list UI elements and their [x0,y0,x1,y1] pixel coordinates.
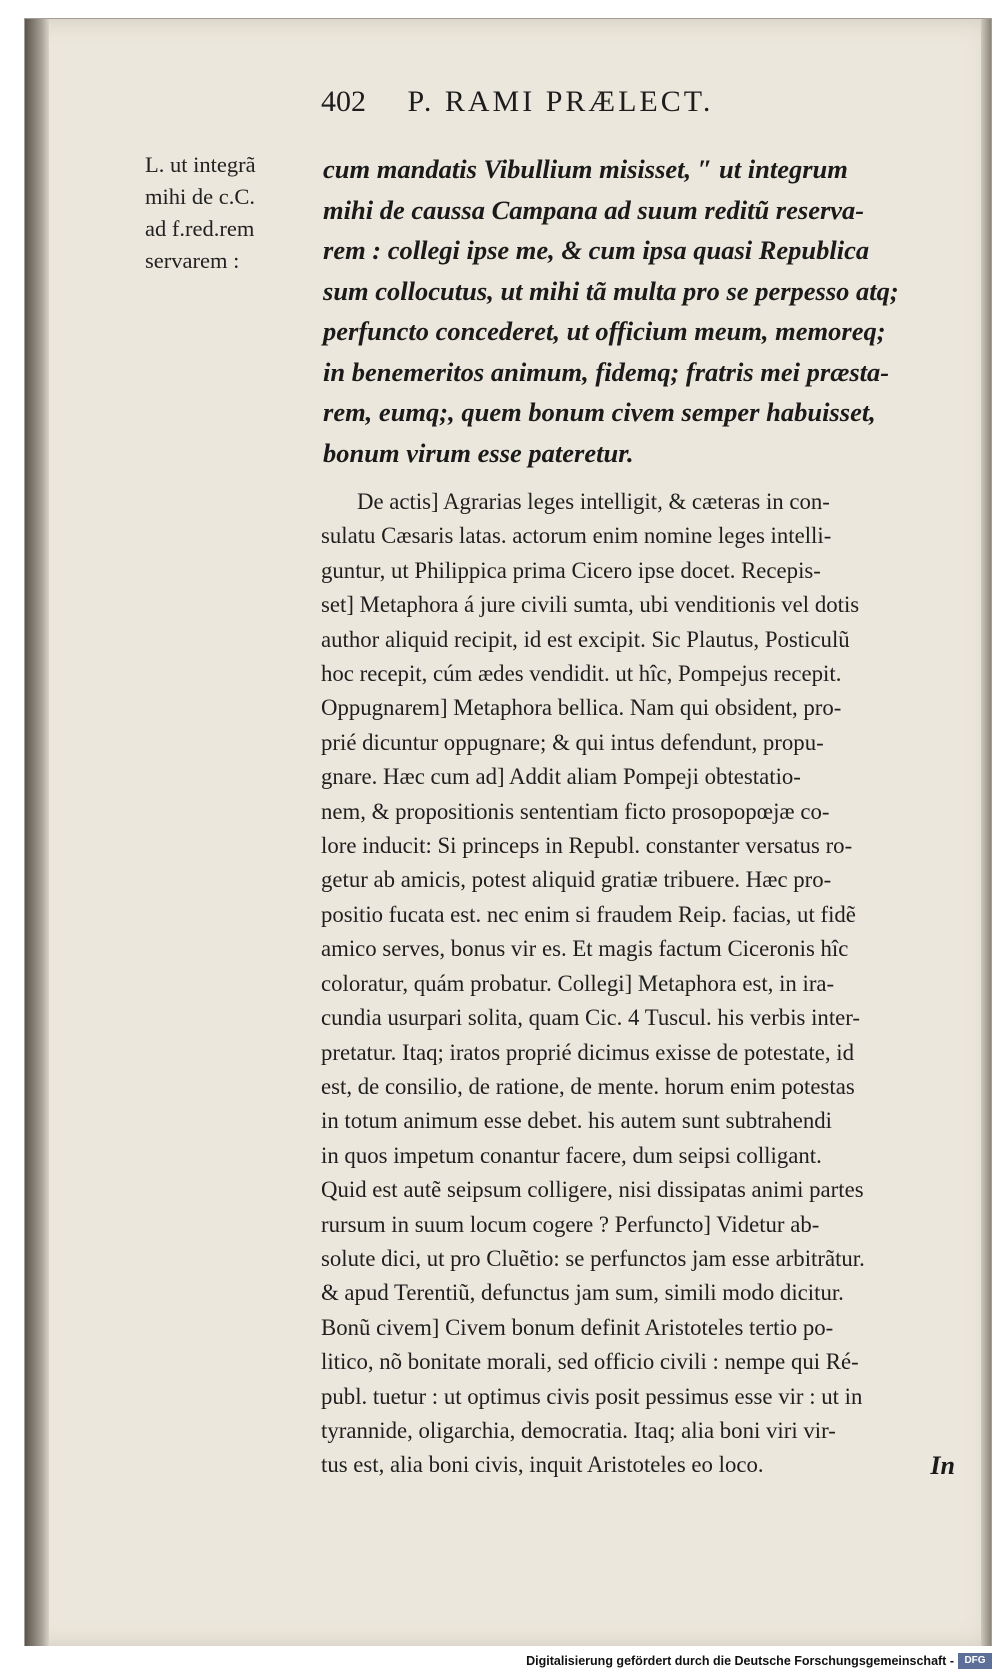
commentary-line: in totum animum esse debet. his autem sunt subtrahendi [321,1108,832,1134]
commentary-line: Bonũ civem] Civem bonum definit Aristoteles tertio po- [321,1314,834,1340]
quote-line: cum mandatis Vibullium misisset, ″ ut integrum [323,154,848,184]
dfg-logo-icon: DFG [958,1653,992,1669]
commentary-line: prié dicuntur oppugnare; & qui intus defendunt, propu- [321,729,824,755]
quote-line: mihi de caussa Campana ad suum reditũ reserva- [323,194,865,225]
commentary-line: coloratur, quám probatur. Collegi] Metaphora est, in ira- [321,970,835,996]
commentary-line: guntur, ut Philippica prima Cicero ipse docet. Recepis- [321,557,821,583]
commentary-line: amico serves, bonus vir es. Et magis factum Ciceronis hîc [321,936,849,962]
running-title: P. RAMI PRÆLECT. [407,85,714,118]
commentary-line: lore inducit: Si princeps in Republ. constanter versatus ro- [321,833,853,859]
margin-note-line: mihi de c.C. [145,184,255,209]
digitization-credit: Digitalisierung gefördert durch die Deutsche Forschungsgemeinschaft - [526,1654,954,1668]
commentary-line: gnare. Hæc cum ad] Addit aliam Pompeji obtestatio- [321,764,801,790]
commentary-line: est, de consilio, de ratione, de mente. horum enim potestas [321,1073,855,1099]
commentary-line: hoc recepit, cúm ædes vendidit. ut hîc, Pompejus recepit. [321,661,842,687]
commentary-line: positio fucata est. nec enim si fraudem Reip. facias, ut fidẽ [321,901,856,927]
commentary-line: solute dici, ut pro Cluẽtio: se perfunctos jam esse arbitrãtur. [321,1245,865,1271]
commentary-line: set] Metaphora á jure civili sumta, ubi venditionis vel dotis [321,592,860,618]
page-number: 402 [321,85,366,118]
quote-line: sum collocutus, ut mihi tã multa pro se perpesso atq; [323,275,899,306]
commentary-line: rursum in suum locum cogere ? Perfuncto] Videtur ab- [321,1211,820,1237]
commentary-line: in quos impetum conantur facere, dum seipsi colligant. [321,1142,822,1168]
quote-line: perfuncto concederet, ut officium meum, memoreq; [323,316,886,346]
commentary-line: nem, & propositionis sententiam ficto prosopopœjæ co- [321,798,830,824]
commentary-line: tyrannide, oligarchia, democratia. Itaq; alia boni viri vir- [321,1417,836,1443]
commentary-line: getur ab amicis, potest aliquid gratiæ tribuere. Hæc pro- [321,867,832,893]
book-page [24,18,992,1648]
margin-note-line: L. ut integrã [145,152,256,177]
margin-note-line: servarem : [145,248,240,273]
commentary-line: De actis] Agrarias leges intelligit, & cæteras in con- [357,489,830,514]
commentary-line: litico, nõ bonitate morali, sed officio civili : nempe qui Ré- [321,1349,859,1375]
quote-line: bonum virum esse pateretur. [323,437,634,468]
commentary-line: tus est, alia boni civis, inquit Aristoteles eo loco. [321,1452,764,1478]
page-left-edge [25,19,49,1647]
commentary-line: Oppugnarem] Metaphora bellica. Nam qui obsident, pro- [321,695,842,721]
margin-note-line: ad f.red.rem [145,216,255,241]
commentary-line: sulatu Cæsaris latas. actorum enim nomine leges intelli- [321,523,832,549]
quote-line: rem : collegi ipse me, & cum ipsa quasi Republica [323,235,870,265]
footer-bar [0,1646,1000,1674]
margin-note [145,149,305,277]
catchword: In [930,1451,955,1480]
quote-line: rem, eumq;, quem bonum civem semper habuisset, [323,397,876,427]
commentary-line: pretatur. Itaq; iratos proprié dicimus exisse de potestate, id [321,1039,855,1065]
commentary-text [321,485,993,1483]
commentary-line: & apud Terentiũ, defunctus jam sum, simili modo dicitur. [321,1280,844,1306]
commentary-line: author aliquid recipit, id est excipit. Sic Plautus, Posticulũ [321,626,850,652]
commentary-line: publ. tuetur : ut optimus civis posit pessimus esse vir : ut in [321,1383,863,1409]
quoted-passage [323,149,993,473]
quote-line: in benemeritos animum, fidemq; fratris mei præsta- [323,356,890,387]
commentary-line: cundia usurpari solita, quam Cic. 4 Tuscul. his verbis inter- [321,1005,861,1031]
commentary-line: Quid est autẽ seipsum colligere, nisi dissipatas animi partes [321,1177,864,1203]
running-header [321,85,861,119]
